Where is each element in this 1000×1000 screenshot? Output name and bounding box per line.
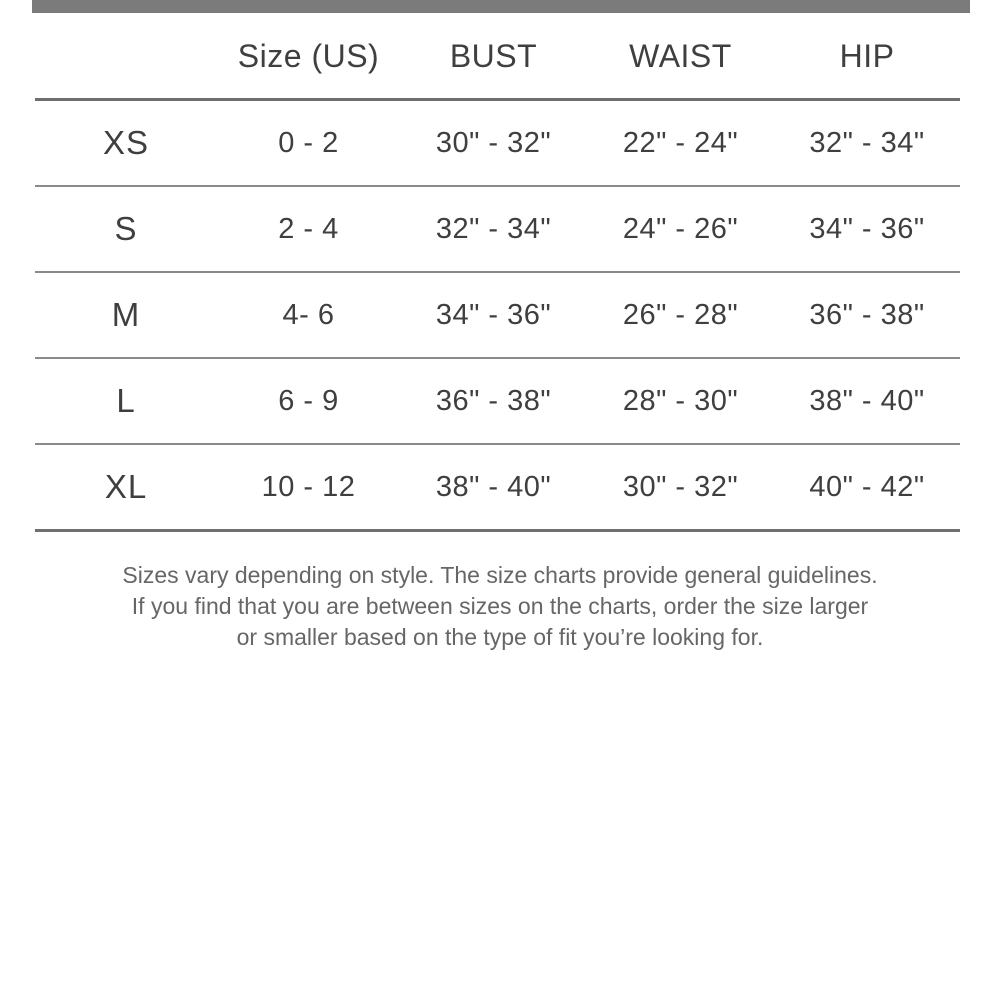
header-size-label: [35, 14, 217, 100]
bust-cell: 36" - 38": [435, 384, 552, 417]
note-line: If you find that you are between sizes on the charts, order the size larger: [131, 593, 869, 619]
waist-cell: 24" - 26": [622, 212, 739, 245]
size-label: XL: [104, 468, 148, 505]
bust-cell: 38" - 40": [435, 470, 552, 503]
size-label: L: [116, 382, 136, 419]
hip-cell: 40" - 42": [809, 470, 925, 503]
table-row: [35, 358, 960, 444]
size-label: XS: [102, 124, 150, 161]
size-guidance-note: [40, 560, 960, 653]
header-hip: HIP: [839, 37, 895, 74]
waist-cell: 30" - 32": [622, 470, 739, 503]
table-row: [35, 100, 960, 187]
waist-cell: 28" - 30": [622, 384, 739, 417]
size-us-cell: 2 - 4: [278, 212, 339, 245]
size-us-cell: 4- 6: [282, 298, 335, 331]
hip-cell: 32" - 34": [809, 126, 925, 159]
hip-cell: 36" - 38": [809, 298, 925, 331]
header-waist: WAIST: [629, 37, 732, 74]
note-line: or smaller based on the type of fit you’re looking for.: [236, 624, 764, 650]
table-row: [35, 186, 960, 272]
bust-cell: 34" - 36": [435, 298, 552, 331]
waist-cell: 26" - 28": [622, 298, 739, 331]
header-size-us: Size (US): [237, 37, 380, 74]
size-label: S: [114, 210, 138, 247]
table-header-row: [35, 14, 960, 100]
bust-cell: 32" - 34": [435, 212, 552, 245]
header-bust: BUST: [449, 37, 538, 74]
size-us-cell: 10 - 12: [261, 470, 356, 503]
waist-cell: 22" - 24": [622, 126, 739, 159]
size-us-cell: 6 - 9: [278, 384, 339, 417]
hip-cell: 38" - 40": [809, 384, 925, 417]
size-label: M: [111, 296, 141, 333]
bust-cell: 30" - 32": [435, 126, 552, 159]
size-chart-table: [35, 14, 960, 532]
note-line: Sizes vary depending on style. The size charts provide general guidelines.: [122, 562, 878, 588]
table-row: [35, 444, 960, 531]
table-row: [35, 272, 960, 358]
hip-cell: 34" - 36": [809, 212, 925, 245]
top-bar: [32, 0, 970, 13]
size-us-cell: 0 - 2: [278, 126, 339, 159]
